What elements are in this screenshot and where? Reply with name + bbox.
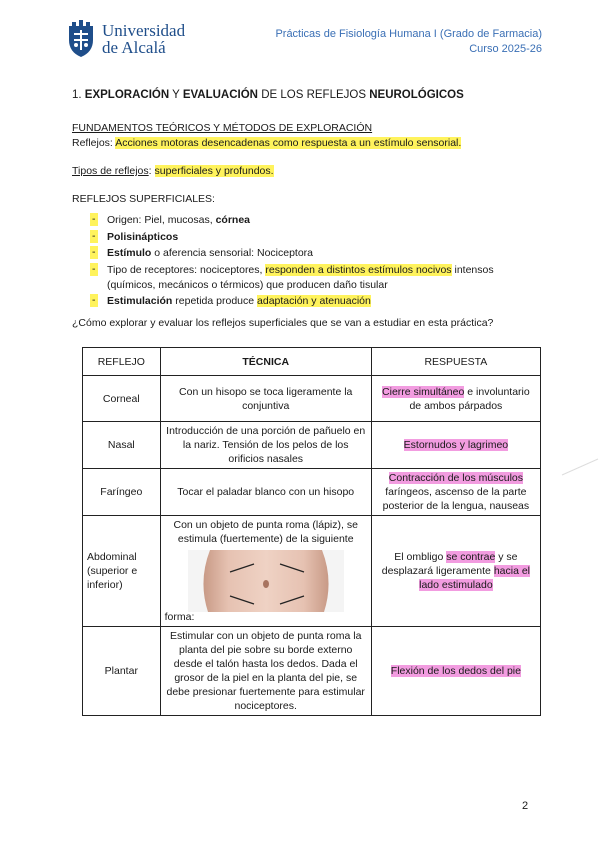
list-item <box>90 213 542 228</box>
table-row <box>83 422 541 469</box>
page-number: 2 <box>522 800 529 812</box>
reflexes-table <box>82 347 541 716</box>
list-item <box>90 263 542 293</box>
response-highlight: Contracción de los músculos <box>388 472 523 484</box>
response-rest: e involuntario de ambos párpados <box>409 385 530 412</box>
polisinapticos: Polisinápticos <box>107 230 179 243</box>
tipo-intensos: intensos <box>454 263 494 276</box>
reflex-name: Plantar <box>83 627 161 716</box>
fundamentos-heading: FUNDAMENTOS TEÓRICOS Y MÉTODOS DE EXPLORACIÓN <box>72 122 373 134</box>
response-highlight-1: se contrae <box>446 551 496 563</box>
origen-text: Origen: Piel, mucosas, <box>107 214 213 226</box>
abdominal-technique-text: Con un objeto de punta roma (lápiz), se estimula (fuertemente) de la siguiente <box>173 519 358 545</box>
logo-line-2: de Alcalá <box>102 38 166 57</box>
reflex-name: Corneal <box>83 376 161 422</box>
logo-wordmark <box>102 22 185 56</box>
course-name: Prácticas de Fisiología Humana I (Grado de Farmacia) <box>275 28 542 40</box>
origen-cornea: córnea <box>215 214 250 226</box>
reflex-response <box>371 469 540 516</box>
title-part-neurologicos: NEUROLÓGICOS <box>369 89 464 101</box>
estimulo-label: Estímulo <box>107 247 152 259</box>
tipos-label: Tipos de reflejos <box>72 165 149 177</box>
superficiales-heading: REFLEJOS SUPERFICIALES: <box>72 193 215 205</box>
estimulo-text: o aferencia sensorial: Nociceptora <box>154 247 314 259</box>
reflejos-def: Acciones motoras desencadenas como respuesta a un estímulo sensorial. <box>115 137 462 149</box>
estimulacion-highlight: adaptación y atenuación <box>257 295 371 307</box>
tipo-detail: (químicos, mecánicos o térmicos) que producen daño tisular <box>107 278 388 291</box>
col-header-reflejo: REFLEJO <box>83 348 161 376</box>
reflex-response <box>371 516 540 627</box>
title-part-exploracion: EXPLORACIÓN <box>84 89 170 101</box>
evaluation-question: ¿Cómo explorar y evaluar los reflejos superficiales que se van a estudiar en esta práctica? <box>72 317 494 329</box>
paper-crease-mark <box>560 455 600 479</box>
list-item <box>90 230 542 245</box>
col-header-tecnica: TÉCNICA <box>160 348 371 376</box>
course-year: Curso 2025-26 <box>469 43 542 55</box>
abdominal-name: Abdominal <box>87 551 137 563</box>
table-row <box>83 516 541 627</box>
reflex-response <box>371 422 540 469</box>
reflex-technique: Tocar el paladar blanco con un hisopo <box>160 469 371 516</box>
title-part-y: Y <box>172 89 180 101</box>
tipos-value: superficiales y profundos. <box>154 165 274 177</box>
superficiales-list <box>90 213 542 309</box>
section-number: 1. <box>72 89 82 101</box>
abdomen-diagram-image <box>188 550 344 612</box>
course-header <box>275 27 542 57</box>
response-text-c: y se desplazará ligeramente <box>381 551 518 577</box>
section-title <box>72 88 542 103</box>
response-highlight: Estornudos y lagrimeo <box>403 439 509 451</box>
tipo-text: Tipo de receptores: nociceptores, <box>107 263 263 276</box>
reflex-technique <box>160 516 371 627</box>
reflex-technique: Introducción de una porción de pañuelo en la nariz. Tensión de los pelos de los orificios nasales <box>160 422 371 469</box>
reflex-name <box>83 516 161 627</box>
response-highlight: Flexión de los dedos del pie <box>390 665 521 677</box>
reflex-response <box>371 627 540 716</box>
response-rest: faríngeos, ascenso de la parte posterior de la lengua, nauseas <box>382 486 530 512</box>
reflex-name: Faríngeo <box>83 469 161 516</box>
estimulacion-label: Estimulación <box>107 295 173 307</box>
table-row <box>83 469 541 516</box>
logo-line-1: Universidad <box>102 21 186 40</box>
list-item <box>90 294 542 309</box>
reflex-technique: Estimular con un objeto de punta roma la planta del pie sobre su borde externo desde el talón hasta los dedos. Dada el grosor de la piel en la planta del pie, se debe presionar fuertemente para estimular nociceptores. <box>160 627 371 716</box>
tipo-highlight: responden a distintos estímulos nocivos <box>265 263 452 276</box>
reflejos-label: Reflejos: <box>72 137 113 149</box>
response-highlight: Cierre simultáneo <box>382 385 465 398</box>
abdominal-sub-2: inferior) <box>87 579 123 591</box>
title-part-evaluacion: EVALUACIÓN <box>182 89 258 101</box>
tipos-reflejos: Tipos de reflejos: superficiales y profundos. <box>72 165 274 177</box>
table-row <box>83 627 541 716</box>
col-header-respuesta: RESPUESTA <box>371 348 540 376</box>
reflejos-definition <box>72 136 542 151</box>
abdominal-sub-1: (superior e <box>87 565 138 577</box>
abdominal-technique-end: forma: <box>164 611 195 623</box>
title-part-reflejos: DE LOS REFLEJOS <box>261 89 367 101</box>
reflex-name: Nasal <box>83 422 161 469</box>
main-content <box>72 88 542 331</box>
reflex-technique: Con un hisopo se toca ligeramente la conjuntiva <box>160 376 371 422</box>
table-row <box>83 376 541 422</box>
response-highlight-2: hacia el lado estimulado <box>419 565 531 591</box>
university-logo <box>66 20 185 58</box>
university-crest-icon <box>66 20 96 58</box>
estimulacion-text: repetida produce <box>175 295 255 307</box>
table-header-row <box>83 348 541 376</box>
response-text-a: El ombligo <box>394 551 444 563</box>
list-item <box>90 246 542 261</box>
reflex-response <box>371 376 540 422</box>
